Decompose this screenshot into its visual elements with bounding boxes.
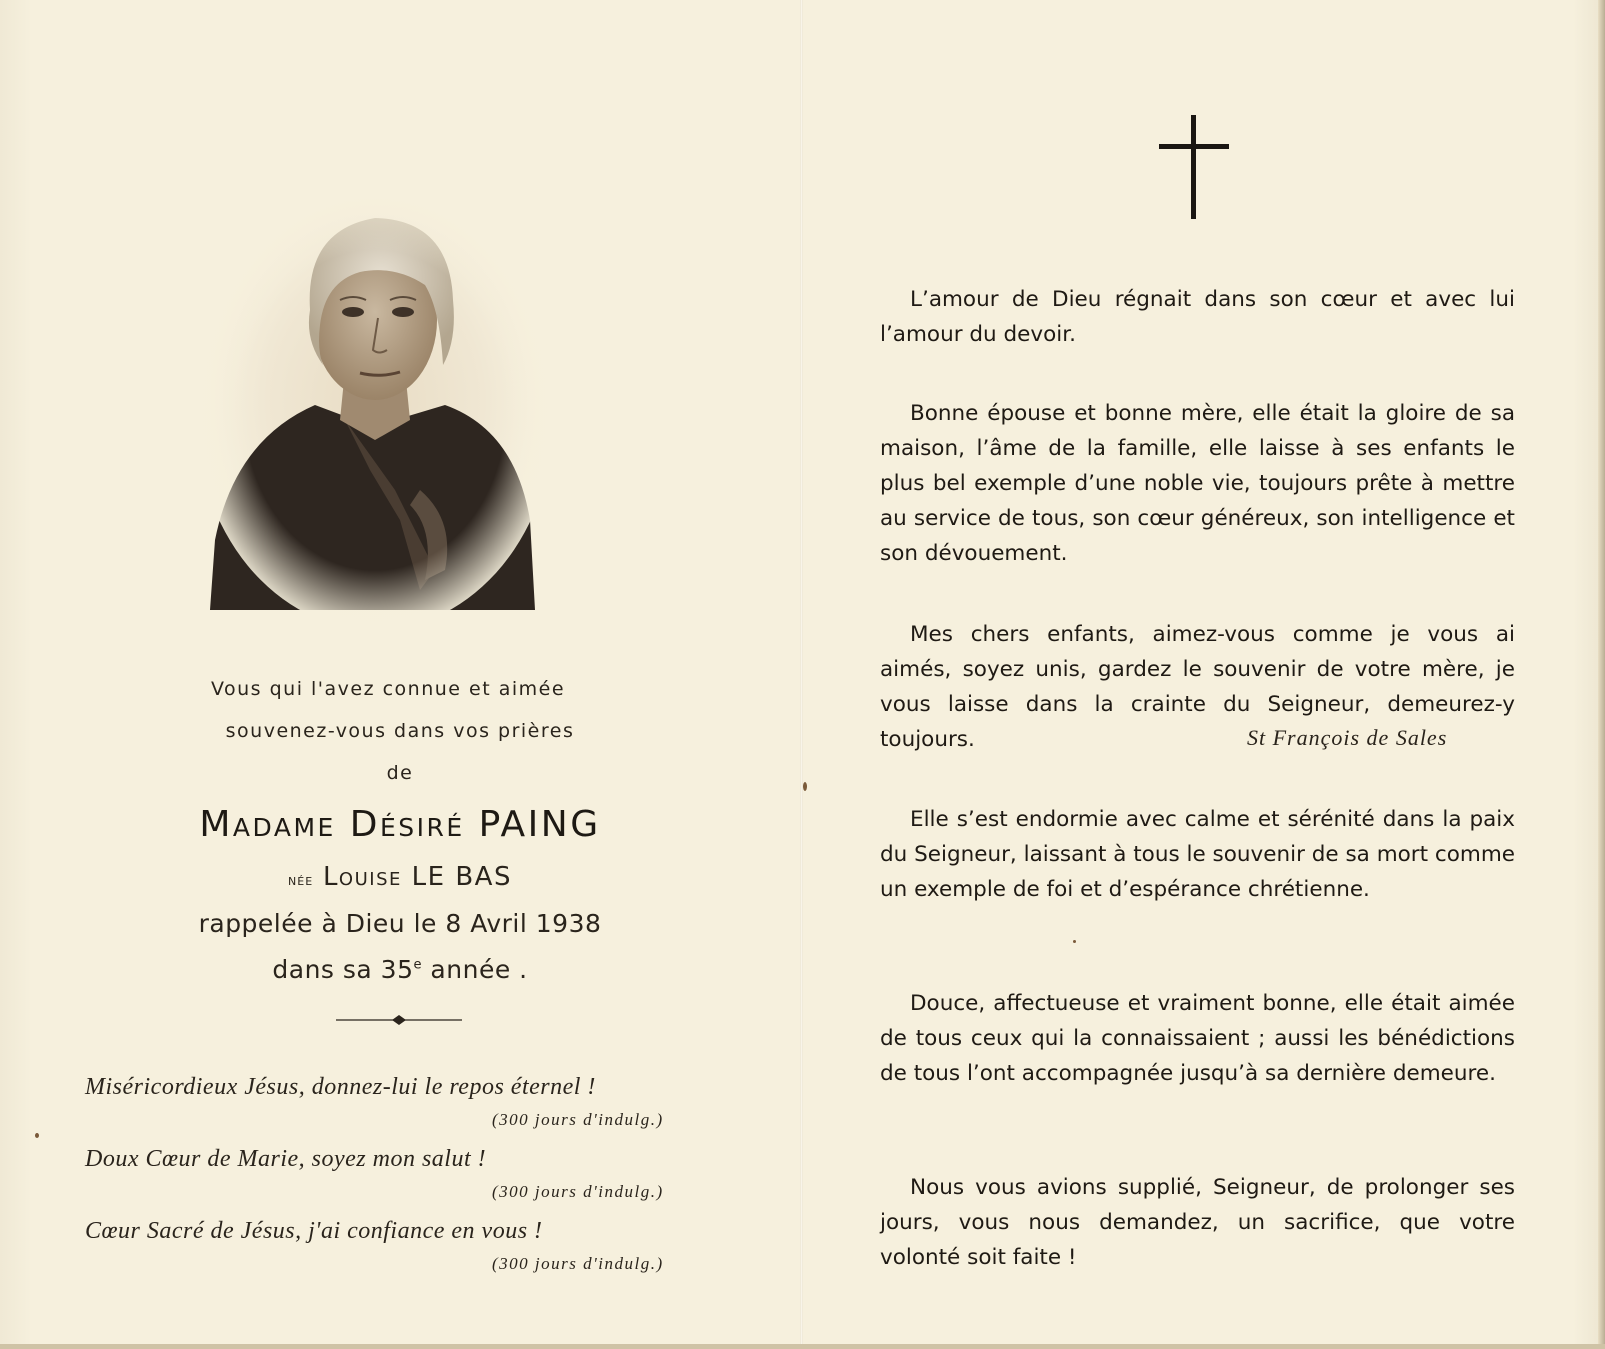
death-date: rappelée à Dieu le 8 Avril 1938 [198, 909, 602, 938]
deceased-name: Madame Désiré PAING [199, 804, 601, 845]
intro-line: souvenez-vous dans vos prières [225, 720, 575, 742]
card-edge [1598, 0, 1605, 1349]
indulgence-note: (300 jours d'indulg.) [492, 1182, 664, 1201]
paragraph: Elle s’est endormie avec calme et sérénité dans la paix du Seigneur, laissant à tous le souvenir de sa mort comme un exemple de foi et d’espérance chrétienne. [880, 807, 1515, 902]
paragraph: Douce, affectueuse et vraiment bonne, elle était aimée de tous ceux qui la connaissaient ; aussi les bénédictions de tous l’ont accompagnée jusqu’à sa dernière demeure. [880, 991, 1515, 1086]
indulgence-note: (300 jours d'indulg.) [492, 1110, 664, 1129]
quote-attribution: St François de Sales [1247, 725, 1448, 750]
maiden-name-line [100, 862, 700, 892]
paragraph: Bonne épouse et bonne mère, elle était la gloire de sa maison, l’âme de la famille, elle laisse à ses enfants le plus bel exemple d’une noble vie, toujours prête à mettre au service de tous, son cœur généreux, son intelligence et son dévouement. [880, 401, 1515, 566]
card-edge-bottom [0, 1344, 1605, 1349]
paragraph: L’amour de Dieu régnait dans son cœur et avec lui l’amour du devoir. [880, 287, 1515, 347]
nee-prefix: née [288, 871, 314, 889]
age-superscript: e [413, 957, 422, 973]
prayer-line: Cœur Sacré de Jésus, j'ai confiance en vous ! [85, 1218, 543, 1244]
age-prefix: dans sa 35 [272, 955, 414, 984]
portrait-photo [195, 190, 555, 630]
maiden-name: Louise LE BAS [322, 862, 512, 892]
prayer-line: Doux Cœur de Marie, soyez mon salut ! [85, 1146, 487, 1172]
paper-speck [1073, 940, 1076, 943]
cross-icon [1159, 115, 1229, 219]
indulgence-note: (300 jours d'indulg.) [492, 1254, 664, 1273]
age-line [90, 955, 710, 984]
ornament-divider [336, 1013, 462, 1027]
intro-line: Vous qui l'avez connue et aimée [210, 678, 566, 700]
paragraph: Mes chers enfants, aimez-vous comme je vous ai aimés, soyez unis, gardez le souvenir de votre mère, je vous laisse dans la crainte du Seigneur, demeurez-y toujours. [880, 622, 1515, 752]
paper-speck [35, 1133, 39, 1138]
intro-line: de [386, 762, 414, 784]
paper-speck [803, 782, 807, 791]
prayer-line: Miséricordieux Jésus, donnez-lui le repos éternel ! [85, 1074, 596, 1100]
card-fold [800, 0, 803, 1349]
paragraph: Nous vous avions supplié, Seigneur, de prolonger ses jours, vous nous demandez, un sacrifice, que votre volonté soit faite ! [880, 1175, 1515, 1270]
age-suffix: année . [421, 955, 528, 984]
